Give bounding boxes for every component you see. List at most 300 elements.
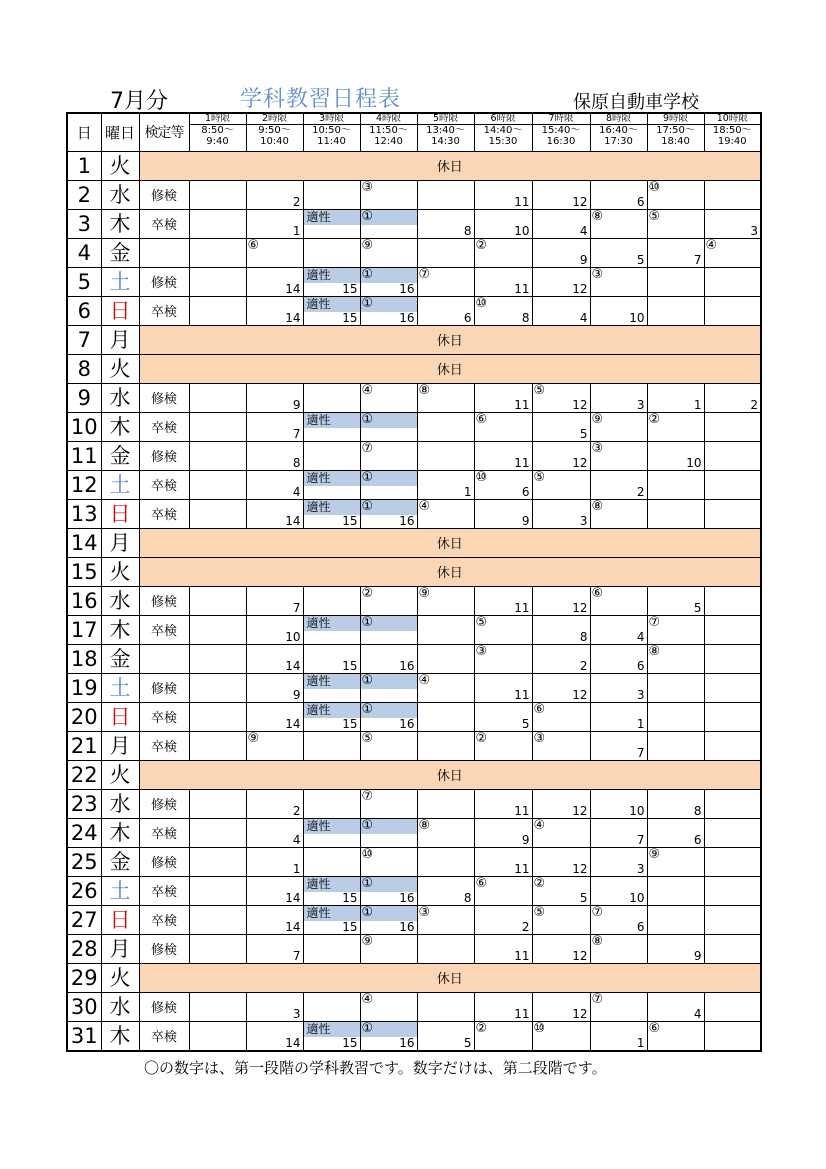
period-start: 16:40～ xyxy=(599,125,638,136)
period-cell xyxy=(417,238,474,267)
weekday: 金 xyxy=(101,238,139,267)
period-cell xyxy=(303,702,360,731)
stage2-lesson: 6 xyxy=(521,484,530,499)
weekday: 土 xyxy=(101,673,139,702)
period-cell xyxy=(246,789,303,818)
period-cell xyxy=(590,412,647,441)
period-cell xyxy=(704,992,761,1021)
weekday: 月 xyxy=(101,528,139,557)
period-cell xyxy=(647,1021,704,1051)
table-row xyxy=(67,963,761,992)
stage2-lesson: 11 xyxy=(514,600,530,615)
period-cell xyxy=(532,238,590,267)
page-title: 学科教習日程表 xyxy=(240,87,402,112)
table-row xyxy=(67,731,761,760)
period-cell xyxy=(189,412,246,441)
period-label: 8時限 xyxy=(591,114,647,125)
period-cell xyxy=(360,267,417,296)
period-cell xyxy=(360,731,417,760)
stage1-lesson: ⑧ xyxy=(648,644,661,659)
stage2-lesson: 16 xyxy=(399,281,415,296)
table-row xyxy=(67,528,761,557)
stage1-lesson: ① xyxy=(361,412,374,427)
stage1-lesson: ③ xyxy=(591,441,604,456)
stage1-lesson: ⑦ xyxy=(418,267,431,282)
period-cell xyxy=(474,905,532,934)
period-cell xyxy=(704,209,761,238)
period-cell xyxy=(417,847,474,876)
period-cell xyxy=(590,615,647,644)
period-cell xyxy=(474,992,532,1021)
weekday: 木 xyxy=(101,818,139,847)
period-cell xyxy=(532,702,590,731)
table-row xyxy=(67,238,761,267)
stage2-lesson: 2 xyxy=(292,803,301,818)
period-cell xyxy=(647,673,704,702)
period-cell xyxy=(360,905,417,934)
period-cell xyxy=(189,180,246,209)
stage2-lesson: 11 xyxy=(514,803,530,818)
stage2-lesson: 1 xyxy=(636,1035,645,1050)
day-number: 5 xyxy=(67,267,101,296)
stage2-lesson: 12 xyxy=(572,397,588,412)
stage2-lesson: 4 xyxy=(292,832,301,847)
stage2-lesson: 15 xyxy=(342,658,358,673)
stage1-lesson: ① xyxy=(361,1021,374,1036)
period-cell xyxy=(532,934,590,963)
period-cell xyxy=(246,818,303,847)
stage2-lesson: 8 xyxy=(463,890,472,905)
stage2-lesson: 12 xyxy=(572,687,588,702)
stage2-lesson: 10 xyxy=(629,803,645,818)
stage2-lesson: 4 xyxy=(579,223,588,238)
weekday: 水 xyxy=(101,180,139,209)
stage2-lesson: 5 xyxy=(521,716,530,731)
period-cell xyxy=(704,615,761,644)
stage1-lesson: ③ xyxy=(533,731,546,746)
period-cell xyxy=(590,789,647,818)
period-cell xyxy=(474,238,532,267)
period-start: 18:50～ xyxy=(712,125,752,136)
day-number: 29 xyxy=(67,963,101,992)
stage1-lesson: ⑥ xyxy=(247,238,260,253)
weekday: 金 xyxy=(101,441,139,470)
period-cell xyxy=(647,789,704,818)
period-cell xyxy=(590,731,647,760)
aptitude-label: 適性 xyxy=(306,615,331,630)
stage2-lesson: 12 xyxy=(572,803,588,818)
period-cell xyxy=(590,992,647,1021)
stage2-lesson: 12 xyxy=(572,281,588,296)
table-row xyxy=(67,760,761,789)
period-end: 9:40 xyxy=(206,136,229,147)
stage2-lesson: 3 xyxy=(636,861,645,876)
period-cell xyxy=(189,644,246,673)
table-row xyxy=(67,818,761,847)
period-cell xyxy=(590,905,647,934)
period-cell xyxy=(590,702,647,731)
period-cell xyxy=(704,673,761,702)
period-cell xyxy=(704,586,761,615)
stage2-lesson: 9 xyxy=(521,513,530,528)
stage2-lesson: 9 xyxy=(693,948,702,963)
period-cell xyxy=(303,238,360,267)
day-number: 14 xyxy=(67,528,101,557)
period-cell xyxy=(246,673,303,702)
stage1-lesson: ⑩ xyxy=(361,847,374,862)
table-row xyxy=(67,586,761,615)
aptitude-label: 適性 xyxy=(306,267,331,282)
period-cell xyxy=(246,180,303,209)
day-number: 23 xyxy=(67,789,101,818)
stage2-lesson: 14 xyxy=(285,281,301,296)
month-label: 7月分 xyxy=(110,89,168,114)
kentei-cell: 卒検 xyxy=(139,499,189,528)
day-number: 22 xyxy=(67,760,101,789)
stage1-lesson: ⑩ xyxy=(648,180,661,195)
period-cell xyxy=(417,818,474,847)
table-row xyxy=(67,615,761,644)
holiday-cell: 休日 xyxy=(139,557,761,586)
period-cell xyxy=(189,818,246,847)
stage2-lesson: 12 xyxy=(572,861,588,876)
stage2-lesson: 16 xyxy=(399,919,415,934)
period-cell xyxy=(246,644,303,673)
stage1-lesson: ⑤ xyxy=(648,209,661,224)
stage1-lesson: ⑦ xyxy=(361,441,374,456)
table-row xyxy=(67,644,761,673)
stage2-lesson: 8 xyxy=(292,455,301,470)
period-cell xyxy=(532,789,590,818)
period-cell xyxy=(474,847,532,876)
stage2-lesson: 9 xyxy=(292,397,301,412)
stage2-lesson: 14 xyxy=(285,310,301,325)
period-cell xyxy=(590,847,647,876)
period-cell xyxy=(360,847,417,876)
table-row xyxy=(67,354,761,383)
stage2-lesson: 2 xyxy=(636,484,645,499)
period-cell xyxy=(360,992,417,1021)
period-cell xyxy=(590,180,647,209)
period-cell xyxy=(590,934,647,963)
period-cell xyxy=(647,412,704,441)
weekday: 木 xyxy=(101,1021,139,1051)
day-number: 11 xyxy=(67,441,101,470)
weekday: 金 xyxy=(101,644,139,673)
stage2-lesson: 2 xyxy=(750,397,758,412)
period-cell xyxy=(360,238,417,267)
period-cell xyxy=(704,180,761,209)
period-cell xyxy=(189,296,246,325)
day-number: 10 xyxy=(67,412,101,441)
kentei-cell: 卒検 xyxy=(139,905,189,934)
period-cell xyxy=(474,934,532,963)
stage1-lesson: ① xyxy=(361,876,374,891)
period-cell xyxy=(647,209,704,238)
weekday: 火 xyxy=(101,151,139,180)
table-row xyxy=(67,847,761,876)
stage2-lesson: 3 xyxy=(292,1006,301,1021)
kentei-cell: 修検 xyxy=(139,267,189,296)
period-cell xyxy=(647,238,704,267)
kentei-cell: 卒検 xyxy=(139,615,189,644)
stage2-lesson: 6 xyxy=(636,919,645,934)
period-cell xyxy=(303,934,360,963)
table-row xyxy=(67,412,761,441)
stage1-lesson: ③ xyxy=(361,180,374,195)
stage1-lesson: ⑨ xyxy=(247,731,260,746)
period-cell xyxy=(474,441,532,470)
table-row xyxy=(67,1021,761,1051)
period-cell xyxy=(532,180,590,209)
period-cell xyxy=(189,586,246,615)
period-cell xyxy=(647,644,704,673)
stage1-lesson: ⑧ xyxy=(591,499,604,514)
kentei-cell: 卒検 xyxy=(139,412,189,441)
stage1-lesson: ① xyxy=(361,209,374,224)
stage1-lesson: ② xyxy=(648,412,661,427)
weekday: 木 xyxy=(101,209,139,238)
stage2-lesson: 7 xyxy=(693,252,702,267)
period-cell xyxy=(647,499,704,528)
period-label: 3時限 xyxy=(304,114,360,125)
stage1-lesson: ⑦ xyxy=(591,992,604,1007)
holiday-cell: 休日 xyxy=(139,354,761,383)
day-number: 12 xyxy=(67,470,101,499)
period-cell xyxy=(417,673,474,702)
stage2-lesson: 7 xyxy=(636,832,645,847)
weekday: 日 xyxy=(101,296,139,325)
period-cell xyxy=(590,673,647,702)
table-row xyxy=(67,557,761,586)
day-number: 6 xyxy=(67,296,101,325)
period-cell xyxy=(189,789,246,818)
table-row xyxy=(67,470,761,499)
stage2-lesson: 12 xyxy=(572,1006,588,1021)
stage1-lesson: ④ xyxy=(418,499,431,514)
aptitude-label: 適性 xyxy=(306,702,331,717)
period-cell xyxy=(474,731,532,760)
stage2-lesson: 7 xyxy=(292,600,301,615)
kentei-cell: 卒検 xyxy=(139,818,189,847)
period-cell xyxy=(474,644,532,673)
stage2-lesson: 2 xyxy=(521,919,530,934)
stage1-lesson: ⑤ xyxy=(533,470,546,485)
stage1-lesson: ② xyxy=(475,731,488,746)
stage2-lesson: 16 xyxy=(399,716,415,731)
period-cell xyxy=(417,731,474,760)
period-label: 10時限 xyxy=(705,114,761,125)
period-cell xyxy=(303,499,360,528)
footnote: 〇の数字は、第一段階の学科教習です。数字だけは、第二段階です。 xyxy=(144,1059,607,1077)
stage2-lesson: 5 xyxy=(579,426,588,441)
stage2-lesson: 1 xyxy=(693,397,702,412)
period-cell xyxy=(532,412,590,441)
stage2-lesson: 8 xyxy=(693,803,702,818)
stage2-lesson: 6 xyxy=(463,310,472,325)
holiday-cell: 休日 xyxy=(139,963,761,992)
period-cell xyxy=(417,934,474,963)
stage2-lesson: 3 xyxy=(579,513,588,528)
stage1-lesson: ② xyxy=(475,1021,488,1036)
period-start: 8:50～ xyxy=(201,125,234,136)
period-cell xyxy=(360,702,417,731)
period-cell xyxy=(303,470,360,499)
stage2-lesson: 8 xyxy=(521,310,530,325)
stage2-lesson: 9 xyxy=(521,832,530,847)
period-cell xyxy=(590,818,647,847)
period-cell xyxy=(704,731,761,760)
period-cell xyxy=(704,412,761,441)
stage2-lesson: 10 xyxy=(285,629,301,644)
period-cell xyxy=(532,383,590,412)
period-cell xyxy=(417,644,474,673)
period-cell xyxy=(647,383,704,412)
stage2-lesson: 7 xyxy=(636,745,645,760)
stage1-lesson: ⑨ xyxy=(648,847,661,862)
stage2-lesson: 14 xyxy=(285,1035,301,1050)
stage2-lesson: 5 xyxy=(579,890,588,905)
stage1-lesson: ③ xyxy=(591,267,604,282)
stage2-lesson: 11 xyxy=(514,861,530,876)
period-cell xyxy=(246,499,303,528)
period-cell xyxy=(303,992,360,1021)
aptitude-label: 適性 xyxy=(306,296,331,311)
stage1-lesson: ⑨ xyxy=(591,412,604,427)
period-end: 17:30 xyxy=(604,136,633,147)
stage2-lesson: 14 xyxy=(285,890,301,905)
stage1-lesson: ⑨ xyxy=(361,934,374,949)
col-header-period xyxy=(360,113,417,151)
day-number: 3 xyxy=(67,209,101,238)
period-cell xyxy=(360,470,417,499)
period-cell xyxy=(303,1021,360,1051)
col-header-period xyxy=(417,113,474,151)
period-cell xyxy=(590,441,647,470)
weekday: 月 xyxy=(101,731,139,760)
stage1-lesson: ④ xyxy=(705,238,718,253)
weekday: 土 xyxy=(101,470,139,499)
period-cell xyxy=(246,615,303,644)
stage2-lesson: 12 xyxy=(572,600,588,615)
period-cell xyxy=(246,934,303,963)
period-cell xyxy=(303,180,360,209)
period-cell xyxy=(303,847,360,876)
period-cell xyxy=(417,499,474,528)
period-cell xyxy=(474,383,532,412)
period-cell xyxy=(360,818,417,847)
stage1-lesson: ⑤ xyxy=(475,615,488,630)
aptitude-label: 適性 xyxy=(306,673,331,688)
period-start: 11:50～ xyxy=(369,125,408,136)
table-row xyxy=(67,789,761,818)
kentei-cell: 卒検 xyxy=(139,296,189,325)
period-cell xyxy=(360,934,417,963)
stage2-lesson: 11 xyxy=(514,687,530,702)
stage1-lesson: ⑨ xyxy=(418,586,431,601)
period-cell xyxy=(647,267,704,296)
period-cell xyxy=(474,789,532,818)
stage1-lesson: ③ xyxy=(418,905,431,920)
day-number: 21 xyxy=(67,731,101,760)
stage1-lesson: ① xyxy=(361,499,374,514)
holiday-cell: 休日 xyxy=(139,760,761,789)
period-cell xyxy=(246,992,303,1021)
stage1-lesson: ① xyxy=(361,470,374,485)
stage1-lesson: ⑦ xyxy=(591,905,604,920)
period-cell xyxy=(647,180,704,209)
day-number: 19 xyxy=(67,673,101,702)
day-number: 28 xyxy=(67,934,101,963)
period-cell xyxy=(417,586,474,615)
stage2-lesson: 9 xyxy=(292,687,301,702)
stage1-lesson: ⑥ xyxy=(475,876,488,891)
day-number: 15 xyxy=(67,557,101,586)
weekday: 土 xyxy=(101,876,139,905)
period-cell xyxy=(360,789,417,818)
weekday: 火 xyxy=(101,354,139,383)
period-cell xyxy=(360,383,417,412)
period-cell xyxy=(474,412,532,441)
period-cell xyxy=(189,238,246,267)
period-cell xyxy=(647,905,704,934)
kentei-cell: 修検 xyxy=(139,180,189,209)
stage2-lesson: 4 xyxy=(292,484,301,499)
period-cell xyxy=(303,644,360,673)
period-start: 10:50～ xyxy=(312,125,351,136)
kentei-cell: 卒検 xyxy=(139,1021,189,1051)
period-cell xyxy=(532,731,590,760)
weekday: 金 xyxy=(101,847,139,876)
day-number: 18 xyxy=(67,644,101,673)
stage1-lesson: ⑤ xyxy=(533,905,546,920)
period-cell xyxy=(704,934,761,963)
stage2-lesson: 15 xyxy=(342,310,358,325)
period-cell xyxy=(360,586,417,615)
period-cell xyxy=(417,992,474,1021)
period-cell xyxy=(647,441,704,470)
period-cell xyxy=(189,673,246,702)
table-row xyxy=(67,702,761,731)
period-cell xyxy=(246,1021,303,1051)
period-label: 9時限 xyxy=(648,114,704,125)
period-cell xyxy=(590,644,647,673)
aptitude-label: 適性 xyxy=(306,876,331,891)
col-header-period xyxy=(704,113,761,151)
period-cell xyxy=(532,644,590,673)
stage2-lesson: 9 xyxy=(579,252,588,267)
period-cell xyxy=(647,296,704,325)
stage1-lesson: ② xyxy=(475,238,488,253)
stage1-lesson: ⑧ xyxy=(591,209,604,224)
period-cell xyxy=(246,702,303,731)
stage2-lesson: 6 xyxy=(693,832,702,847)
period-cell xyxy=(189,702,246,731)
period-cell xyxy=(360,499,417,528)
day-number: 13 xyxy=(67,499,101,528)
schedule-table xyxy=(66,112,762,1052)
period-label: 7時限 xyxy=(533,114,590,125)
stage1-lesson: ① xyxy=(361,905,374,920)
stage2-lesson: 12 xyxy=(572,455,588,470)
kentei-cell: 卒検 xyxy=(139,876,189,905)
table-row xyxy=(67,209,761,238)
kentei-cell: 修検 xyxy=(139,586,189,615)
stage2-lesson: 6 xyxy=(636,194,645,209)
period-cell xyxy=(303,267,360,296)
stage1-lesson: ⑤ xyxy=(361,731,374,746)
period-start: 17:50～ xyxy=(656,125,695,136)
